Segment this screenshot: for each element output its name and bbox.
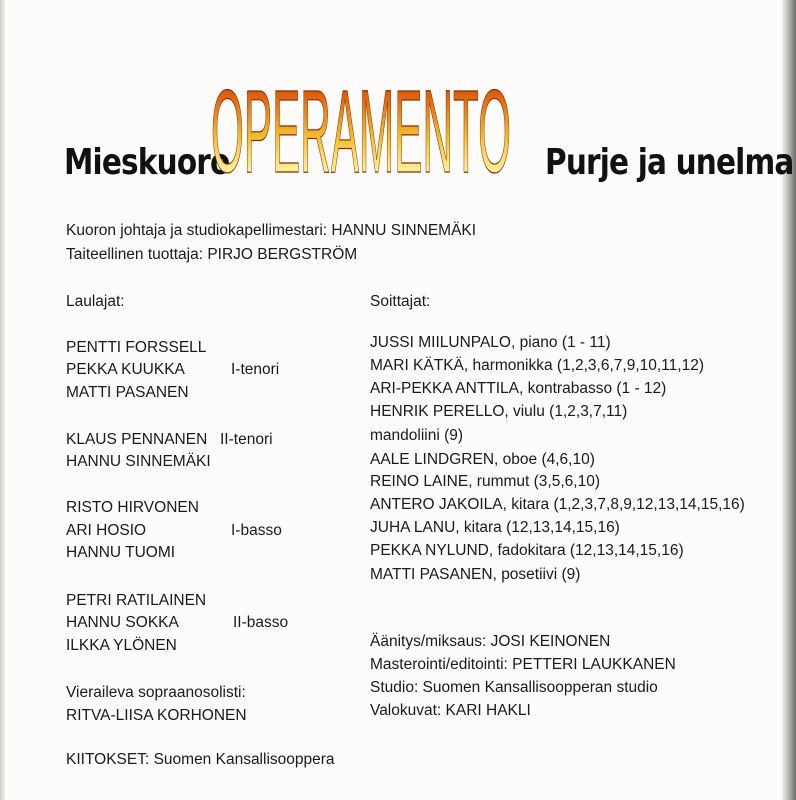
player-line: JUSSI MIILUNPALO, piano (1 - 11) [370, 334, 611, 351]
thanks-line: KIITOKSET: Suomen Kansallisooppera [66, 751, 335, 768]
page-shadow-right [782, 0, 796, 800]
player-line: AALE LINDGREN, oboe (4,6,10) [370, 451, 595, 468]
player-line: ARI-PEKKA ANTTILA, kontrabasso (1 - 12) [370, 380, 667, 397]
singer-name: KLAUS PENNANEN [66, 431, 208, 448]
recording-credit: Äänitys/miksaus: JOSI KEINONEN [370, 633, 611, 650]
player-line: PEKKA NYLUND, fadokitara (12,13,14,15,16) [370, 542, 684, 559]
singer-name: HANNU TUOMI [66, 544, 176, 561]
page-shadow-left [0, 0, 6, 800]
guest-soloist-name: RITVA-LIISA KORHONEN [66, 707, 247, 724]
singer-name: PENTTI FORSSELL [66, 339, 207, 356]
singer-name: MATTI PASANEN [66, 384, 189, 401]
singer-name: HANNU SINNEMÄKI [66, 453, 211, 470]
voice-part-label: I-tenori [231, 361, 280, 378]
singer-name: PETRI RATILAINEN [66, 592, 207, 609]
header-left-title: Mieskuoro [64, 142, 230, 183]
singers-heading: Laulajat: [66, 293, 125, 310]
player-line: MATTI PASANEN, posetiivi (9) [370, 566, 581, 583]
voice-part-label: II-tenori [220, 431, 273, 448]
players-heading: Soittajat: [370, 293, 431, 310]
logo-text: OPERAMENTO [211, 66, 511, 184]
player-line: REINO LAINE, rummut (3,5,6,10) [370, 473, 600, 490]
voice-part-label: II-basso [233, 614, 289, 631]
conductor-credit: Kuoron johtaja ja studiokapellimestari: HANNU SINNEMÄKI [66, 222, 477, 239]
producer-credit: Taiteellinen tuottaja: PIRJO BERGSTRÖM [66, 246, 358, 263]
player-line: MARI KÄTKÄ, harmonikka (1,2,3,6,7,9,10,11,12) [370, 357, 704, 374]
voice-part-label: I-basso [231, 522, 282, 539]
player-line: mandoliini (9) [370, 427, 464, 444]
singer-name: ARI HOSIO [66, 522, 147, 539]
singer-name: ILKKA YLÖNEN [66, 637, 177, 654]
singer-name: PEKKA KUUKKA [66, 361, 185, 378]
album-title: Purje ja unelma [545, 142, 794, 183]
photo-credit: Valokuvat: KARI HAKLI [370, 702, 531, 719]
singer-name: HANNU SOKKA [66, 614, 179, 631]
singer-name: RISTO HIRVONEN [66, 499, 199, 516]
operamento-logo [206, 60, 516, 184]
guest-soloist-label: Vieraileva sopraanosolisti: [66, 684, 246, 701]
mastering-credit: Masterointi/editointi: PETTERI LAUKKANEN [370, 656, 676, 673]
player-line: JUHA LANU, kitara (12,13,14,15,16) [370, 519, 620, 536]
studio-credit: Studio: Suomen Kansallisoopperan studio [370, 679, 658, 696]
player-line: HENRIK PERELLO, viulu (1,2,3,7,11) [370, 403, 628, 420]
player-line: ANTERO JAKOILA, kitara (1,2,3,7,8,9,12,13,14,15,16) [370, 496, 745, 513]
